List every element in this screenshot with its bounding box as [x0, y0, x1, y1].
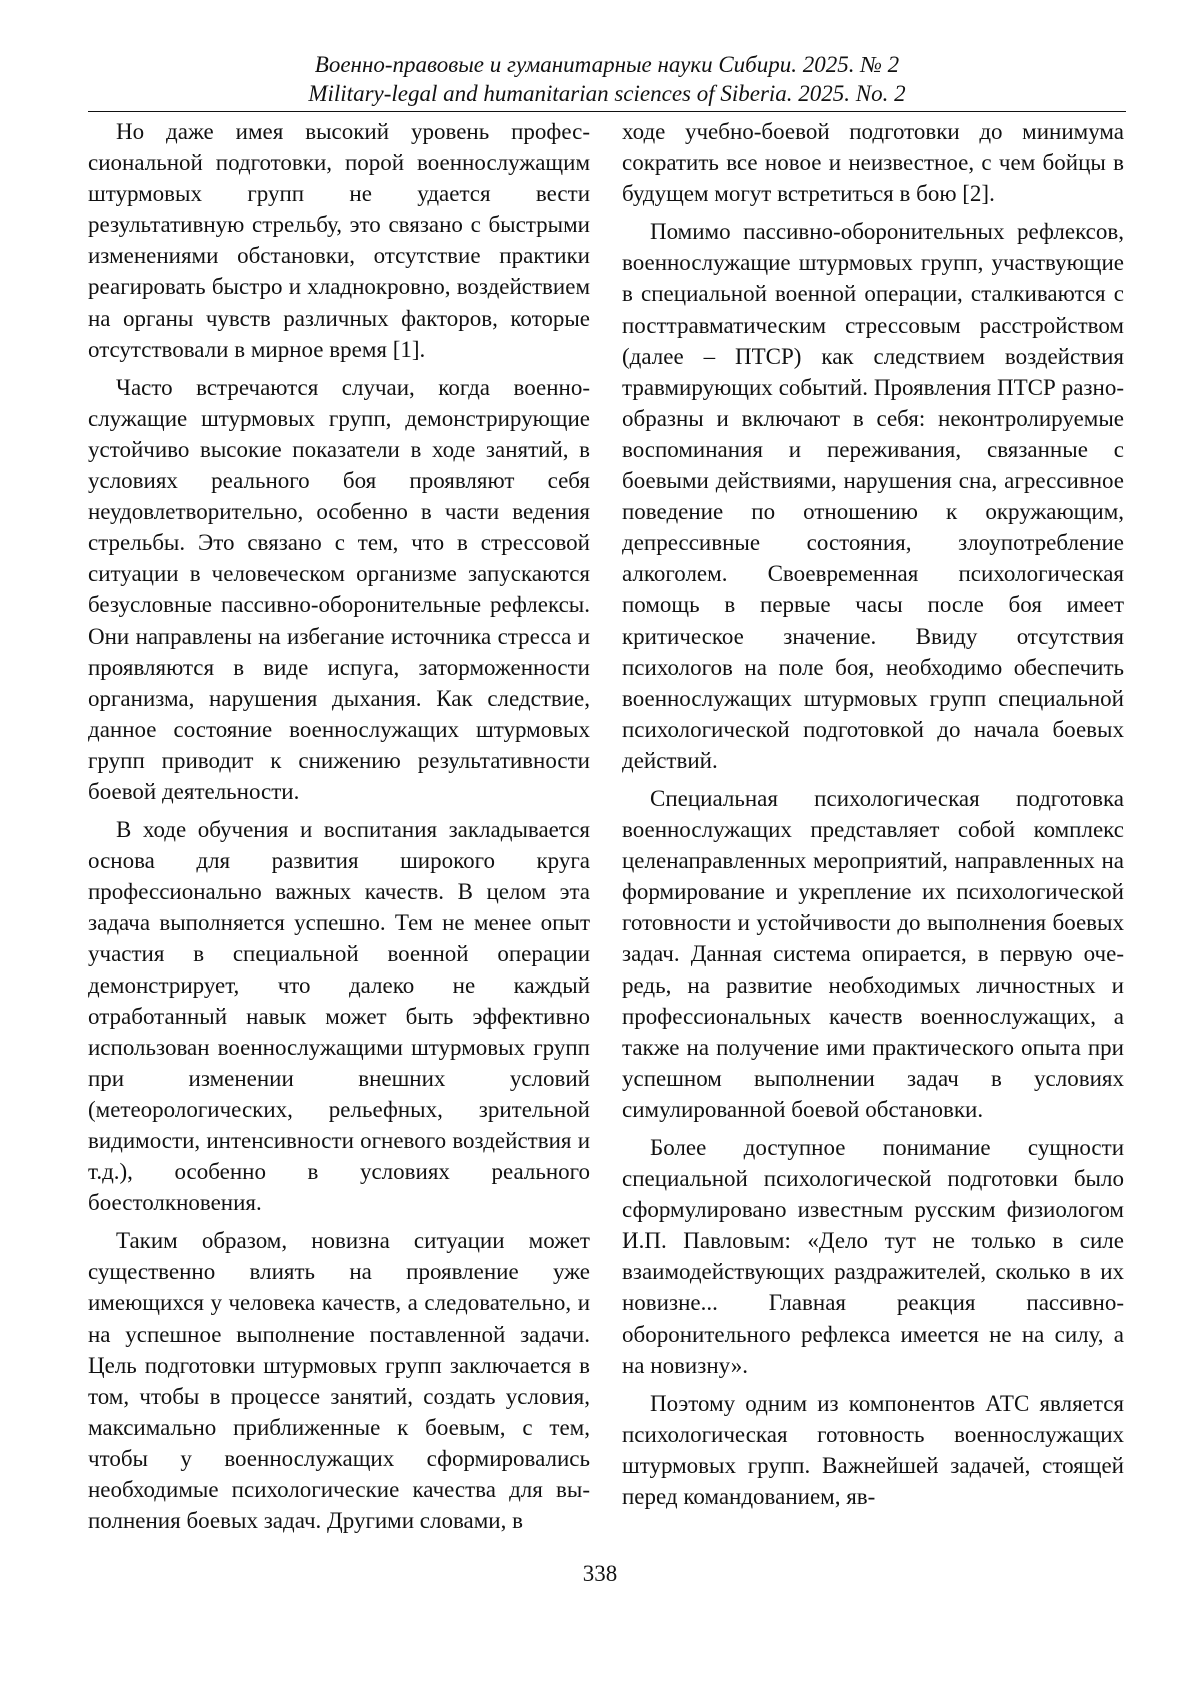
- paragraph: Более доступное понимание сущности специальной психологической подготовки было сформулировано известным русским физиологом И.П. Павловым: «Дело тут не только в силе взаимодействующих раздражителей, сколько в их новизне... Главная реакция пассивно-оборонительного рефлекса имеется не на силу, а на новизну».: [622, 1135, 1124, 1378]
- journal-title-en: Military-legal and humanitarian sciences of Siberia. 2025. No. 2: [308, 81, 906, 106]
- paragraph: В ходе обучения и воспитания закладывается основа для развития широкого круга профессионально важных качеств. В целом эта задача выполняется успешно. Тем не менее опыт участия в специальной военной операции демонстрирует, что далеко не каждый отработанный навык может быть эффективно использован военнослужащими штурмовых групп при изменении внешних условий (метеорологических, рельефных, зрительной видимости, интенсивности огневого воздействия и т.д.), особенно в условиях реального боестолкновения.: [88, 817, 590, 1216]
- paragraph: Поэтому одним из компонентов АТС является психологическая готовность военнослужащих штурмовых групп. Важнейшей задачей, стоящей перед командованием, яв-: [622, 1390, 1124, 1510]
- right-column: [622, 116, 1124, 1519]
- journal-header: [88, 50, 1126, 108]
- left-column: [88, 116, 590, 1543]
- journal-title-ru: Военно-правовые и гуманитарные науки Сибири. 2025. № 2: [314, 52, 900, 77]
- paragraph-continued: ходе учебно-боевой подготовки до минимума сократить все новое и неизвестное, с чем бойцы в будущем могут встретиться в бою [2].: [622, 119, 1124, 207]
- paragraph: Часто встречаются случаи, когда военнослужащие штурмовых групп, демонстрирующие устойчиво высокие показатели в ходе занятий, в условиях реального боя проявляют себя неудовлетворительно, особенно в части ведения стрельбы. Это связано с тем, что в стрессовой ситуации в человеческом организме запускаются безусловные пассивно-оборонительные рефлексы. Они направлены на избегание источника стресса и проявляются в виде испуга, заторможенности организма, нарушения дыхания. Как следствие, данное состояние военнослужащих штурмовых групп приводит к снижению результативности боевой деятельности.: [88, 374, 590, 804]
- header-divider: [88, 111, 1126, 112]
- page-number: 338: [582, 1561, 618, 1586]
- paragraph: Но даже имея высокий уровень профессиональной подготовки, порой военнослужащим штурмовых групп не удается вести результативную стрельбу, это связано с быстрыми изменениями обстановки, отсутствие практики реагировать быстро и хладнокровно, воздействием на органы чувств различных факторов, которые отсутствовали в мирное время [1].: [88, 119, 590, 362]
- paragraph: Специальная психологическая подготовка военнослужащих представляет собой комплекс целенаправленных мероприятий, направленных на формирование и укрепление их психологической готовности и устойчивости до выполнения боевых задач. Данная система опирается, в первую очередь, на развитие необходимых личностных и профессиональных качеств военнослужащих, а также на получение ими практического опыта при успешном выполнении задач в условиях симулированной боевой обстановки.: [622, 785, 1124, 1122]
- paragraph: Помимо пассивно-оборонительных рефлексов, военнослужащие штурмовых групп, участвующие в специальной военной операции, сталкиваются с посттравматическим стрессовым расстройством (далее – ПТСР) как следствием воздействия травмирующих событий. Проявления ПТСР разнообразны и включают в себя: неконтролируемые воспоминания и переживания, связанные с боевыми действиями, нарушения сна, агрессивное поведение по отношению к окружающим, депрессивные состояния, злоупотребление алкоголем. Своевременная психологическая помощь в первые часы после боя имеет критическое значение. Ввиду отсутствия психологов на поле боя, необходимо обеспечить военнослужащих штурмовых групп специальной психологической подготовкой до начала боевых действий.: [622, 219, 1124, 773]
- paragraph: Таким образом, новизна ситуации может существенно влиять на проявление уже имеющихся у человека качеств, а следовательно, и на успешное выполнение поставленной задачи. Цель подготовки штурмовых групп заключается в том, чтобы в процессе занятий, создать условия, максимально приближенные к боевым, с тем, чтобы у военнослужащих сформировались необходимые психологические качества для выполнения боевых задач. Другими словами, в: [88, 1228, 590, 1534]
